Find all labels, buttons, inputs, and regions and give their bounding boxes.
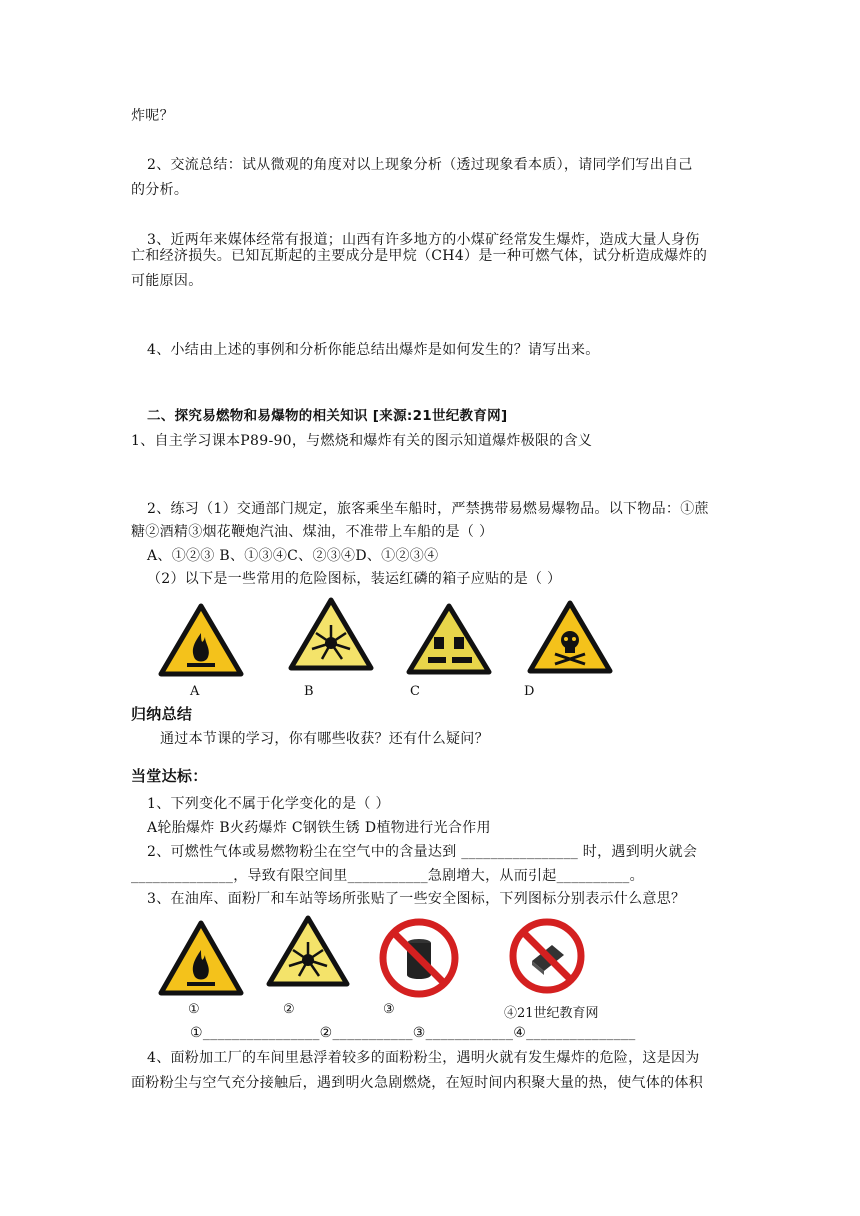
no-matches-icon [508,917,586,995]
quiz-question-1: 1、下列变化不属于化学变化的是（ ） [147,796,390,812]
sign-label-b: B [304,684,314,699]
quiz-question-4-line-1: 4、面粉加工厂的车间里悬浮着较多的面粉粉尘，遇明火就有发生爆炸的危险，这是因为 [147,1050,700,1066]
explosive-sign-icon [288,597,374,671]
sign-label-a: A [190,684,200,699]
section-2-title: 二、探究易燃物和易爆物的相关知识 [来源:21世纪教育网] [147,408,508,424]
safety-sign-label-3: ③ [383,1002,395,1017]
exercise-line-1: 2、练习（1）交通部门规定，旅客乘坐车船时，严禁携带易燃易爆物品。以下物品：①蔗 [147,501,709,517]
class-exercise-title: 当堂达标： [131,767,208,785]
sign-label-d: D [524,684,535,699]
flammable-warning-icon [158,920,244,996]
summary-title: 归纳总结 [131,705,193,723]
question-3-line-2: 亡和经济损失。已知瓦斯起的主要成分是甲烷（CH4）是一种可燃气体，试分析造成爆炸的 [131,248,708,264]
quiz-question-4-line-2: 面粉粉尘与空气充分接触后，遇到明火急剧燃烧，在短时间内积聚大量的热，使气体的体积 [131,1075,703,1091]
quiz-question-3: 3、在油库、面粉厂和车站等场所张贴了一些安全图标，下列图标分别表示什么意思？ [147,891,686,907]
flammable-sign-icon [158,603,244,677]
safety-sign-label-4: ④21世纪教育网 [504,1006,599,1021]
safety-sign-label-1: ① [188,1002,200,1017]
safety-sign-label-2: ② [283,1002,295,1017]
section-2-item-1: 1、自主学习课本P89-90，与燃烧和爆炸有关的图示知道爆炸极限的含义 [131,433,593,449]
toxic-sign-icon [527,600,613,674]
question-2-line-2: 的分析。 [131,182,189,198]
sign-label-c: C [410,684,420,699]
paragraph-continuation: 炸呢？ [131,108,174,124]
question-3-line-1: 3、近两年来媒体经常有报道；山西有许多地方的小煤矿经常发生爆炸，造成大量人身伤 [147,232,700,248]
quiz-question-1-options: A轮胎爆炸 B火药爆炸 C钢铁生锈 D植物进行光合作用 [147,820,491,836]
summary-text: 通过本节课的学习，你有哪些收获？还有什么疑问？ [160,731,489,747]
no-fuel-barrel-icon [378,917,460,999]
exercise-options: A、①②③ B、①③④C、②③④D、①②③④ [147,548,439,564]
explosive-warning-icon [266,915,350,987]
quiz-question-2-line-2: ______________，导致有限空间里___________急剧增大，从而引起__________。 [131,868,644,884]
question-4: 4、小结由上述的事例和分析你能总结出爆炸是如何发生的？请写出来。 [147,342,600,358]
quiz-question-2-line-1: 2、可燃性气体或易燃物粉尘在空气中的含量达到 ________________ 时，遇到明火就会 [147,844,698,860]
question-2-line-1: 2、交流总结：试从微观的角度对以上现象分析（透过现象看本质），请同学们写出自己 [147,157,693,173]
exercise-line-3: （2）以下是一些常用的危险图标，装运红磷的箱子应贴的是（ ） [147,571,562,587]
quiz-question-3-blanks: ①________________②___________③____________④_______________ [190,1025,636,1041]
question-3-line-3: 可能原因。 [131,273,203,289]
exercise-line-2: 糖②酒精③烟花鞭炮汽油、煤油，不准带上车船的是（ ） [131,524,494,540]
corrosive-sign-icon [406,603,492,675]
